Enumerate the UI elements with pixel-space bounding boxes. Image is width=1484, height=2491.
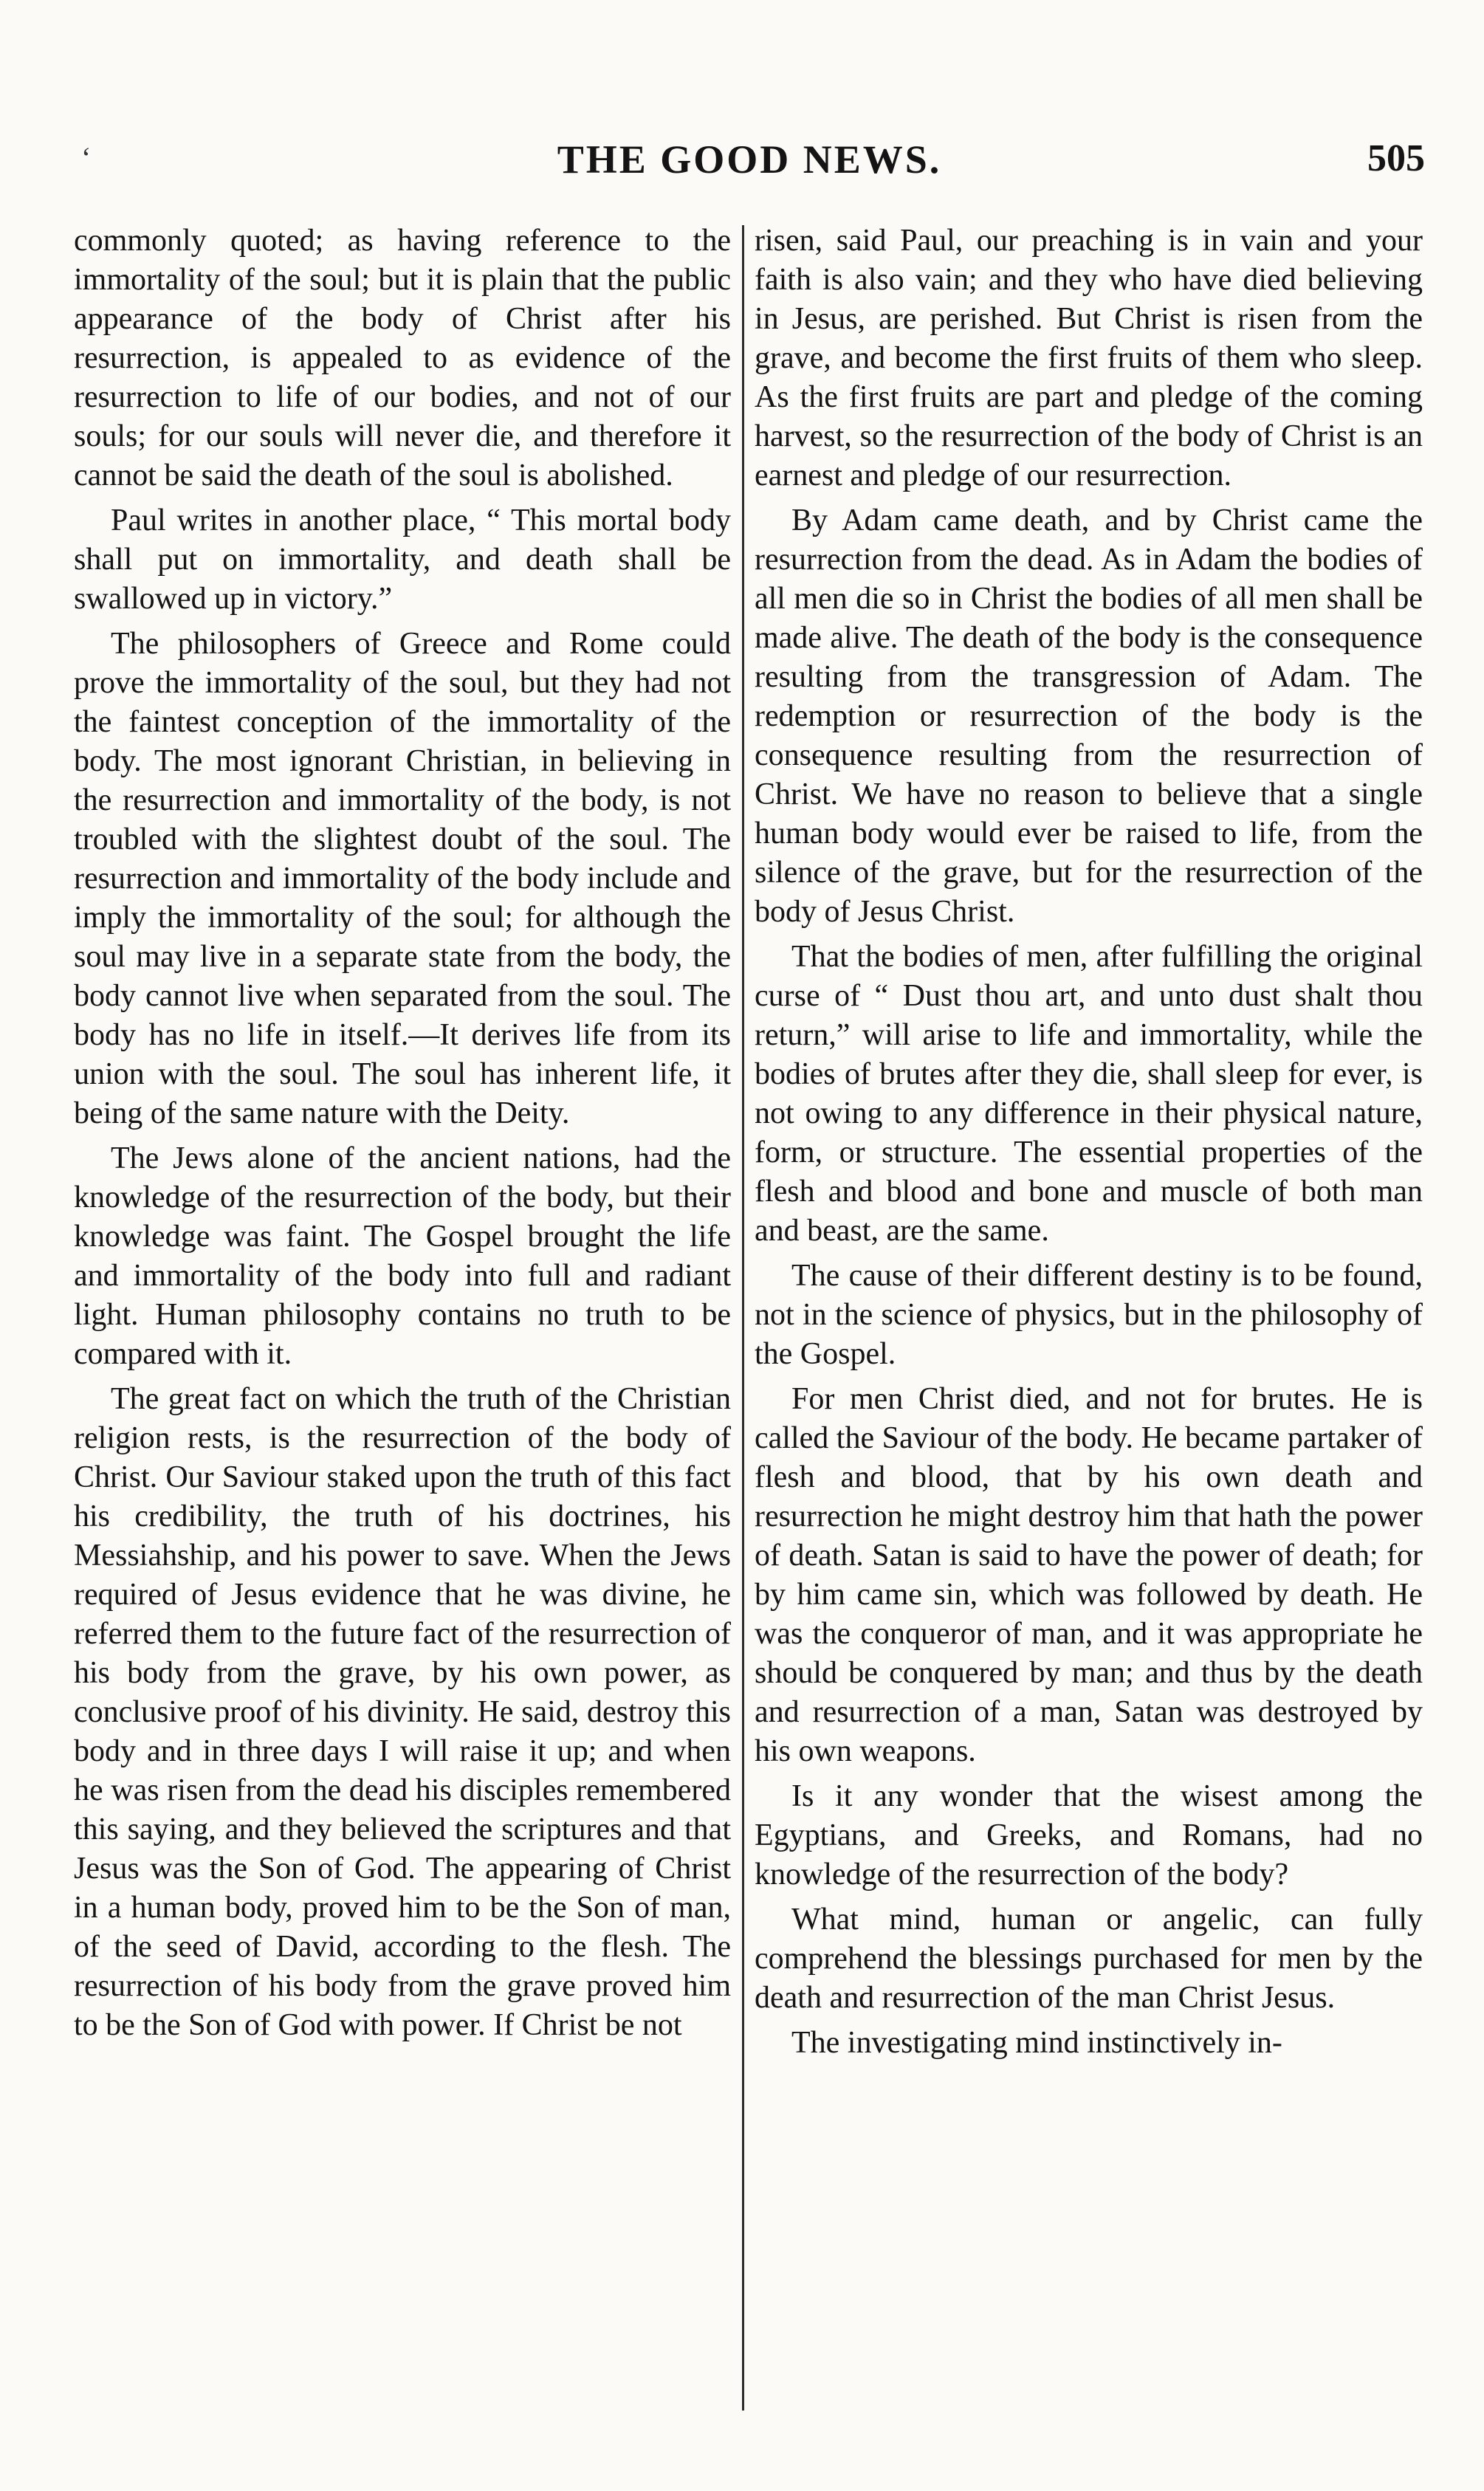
paragraph: By Adam came death, and by Christ came the resurrection from the dead. As in Adam the bodies of all men die so in Christ the bodies of all men shall be made alive. The death of the body is the consequence resulting from the transgression of Adam. The redemption or resurrection of the body is the consequence resulting from the resurrection of Christ. We have no reason to believe that a single human body would ever be raised to life, from the silence of the grave, but for the resurrection of the body of Jesus Christ. <box>755 504 1423 929</box>
paragraph: The great fact on which the truth of the Christian religion rests, is the resurrection of the body of Christ. Our Saviour staked upon the truth of this fact his credibility, the truth of his doctrines, his Messiahship, and his power to save. When the Jews required of Jesus evidence that he was divine, he referred them to the future fact of the resurrection of his body from the grave, by his own power, as conclusive proof of his divinity. He said, destroy this body and in three days I will raise it up; and when he was risen from the dead his disciples remembered this saying, and they believed the scriptures and that Jesus was the Son of God. The appearing of Christ in a human body, proved him to be the Son of man, of the seed of David, according to the flesh. The resurrection of his body from the grave proved him to be the Son of God with power. If Christ be not <box>74 1382 731 2042</box>
paragraph: The philosophers of Greece and Rome could prove the immortality of the soul, but they had not the faintest conception of the immortality of the body. The most ignorant Christian, in believing in the resurrection and immortality of the body, is not troubled with the slightest doubt of the soul. The resurrection and immortality of the body include and imply the immortality of the soul; for although the soul may live in a separate state from the body, the body cannot live when separated from the soul. The body has no life in itself.—It derives life from its union with the soul. The soul has inherent life, it being of the same nature with the Deity. <box>74 627 731 1130</box>
paragraph: commonly quoted; as having reference to the immortality of the soul; but it is plain that the public appearance of the body of Christ after his resurrection, is appealed to as evidence of the resurrection to life of our bodies, and not of our souls; for our souls will never die, and therefore it cannot be said the death of the soul is abolished. <box>74 224 731 492</box>
paragraph: The Jews alone of the ancient nations, had the knowledge of the resurrection of the body, but their knowledge was faint. The Gospel brought the life and immortality of the body into full and radiant light. Human philosophy contains no truth to be compared with it. <box>74 1141 731 1371</box>
right-column <box>755 221 1423 2422</box>
paragraph: Is it any wonder that the wisest among the Egyptians, and Greeks, and Romans, had no knowledge of the resurrection of the body? <box>755 1779 1423 1892</box>
paragraph: What mind, human or angelic, can fully comprehend the blessings purchased for men by the death and resurrection of the man Christ Jesus. <box>755 1903 1423 2015</box>
paragraph: risen, said Paul, our preaching is in vain and your faith is also vain; and they who have died believing in Jesus, are perished. But Christ is risen from the grave, and become the first fruits of them who sleep. As the first fruits are part and pledge of the coming harvest, so the resurrection of the body of Christ is an earnest and pledge of our resurrection. <box>755 224 1423 492</box>
paragraph: The cause of their different destiny is to be found, not in the science of physics, but in the philosophy of the Gospel. <box>755 1259 1423 1371</box>
running-title: THE GOOD NEWS. <box>557 137 942 182</box>
paragraph: Paul writes in another place, “ This mortal body shall put on immortality, and death shall be swallowed up in victory.” <box>74 504 731 616</box>
paragraph: That the bodies of men, after fulfilling the original curse of “ Dust thou art, and unto dust shalt thou return,” will arise to life and immortality, while the bodies of brutes after they die, shall sleep for ever, is not owing to any difference in their physical nature, form, or structure. The essential properties of the flesh and blood and bone and muscle of both man and beast, are the same. <box>755 940 1423 1248</box>
column-divider <box>742 225 744 2411</box>
page-header <box>74 137 1425 196</box>
page-number: 505 <box>1367 137 1425 179</box>
paragraph: The investigating mind instinctively in- <box>791 2026 1282 2060</box>
left-column <box>74 221 731 2422</box>
paragraph: For men Christ died, and not for brutes. He is called the Saviour of the body. He became partaker of flesh and blood, that by his own death and resurrection he might destroy him that hath the power of death. Satan is said to have the power of death; for by him came sin, which was followed by death. He was the conqueror of man, and it was appropriate he should be conquered by man; and thus by the death and resurrection of a man, Satan was destroyed by his own weapons. <box>755 1382 1423 1768</box>
margin-mark: ‘ <box>81 141 92 174</box>
